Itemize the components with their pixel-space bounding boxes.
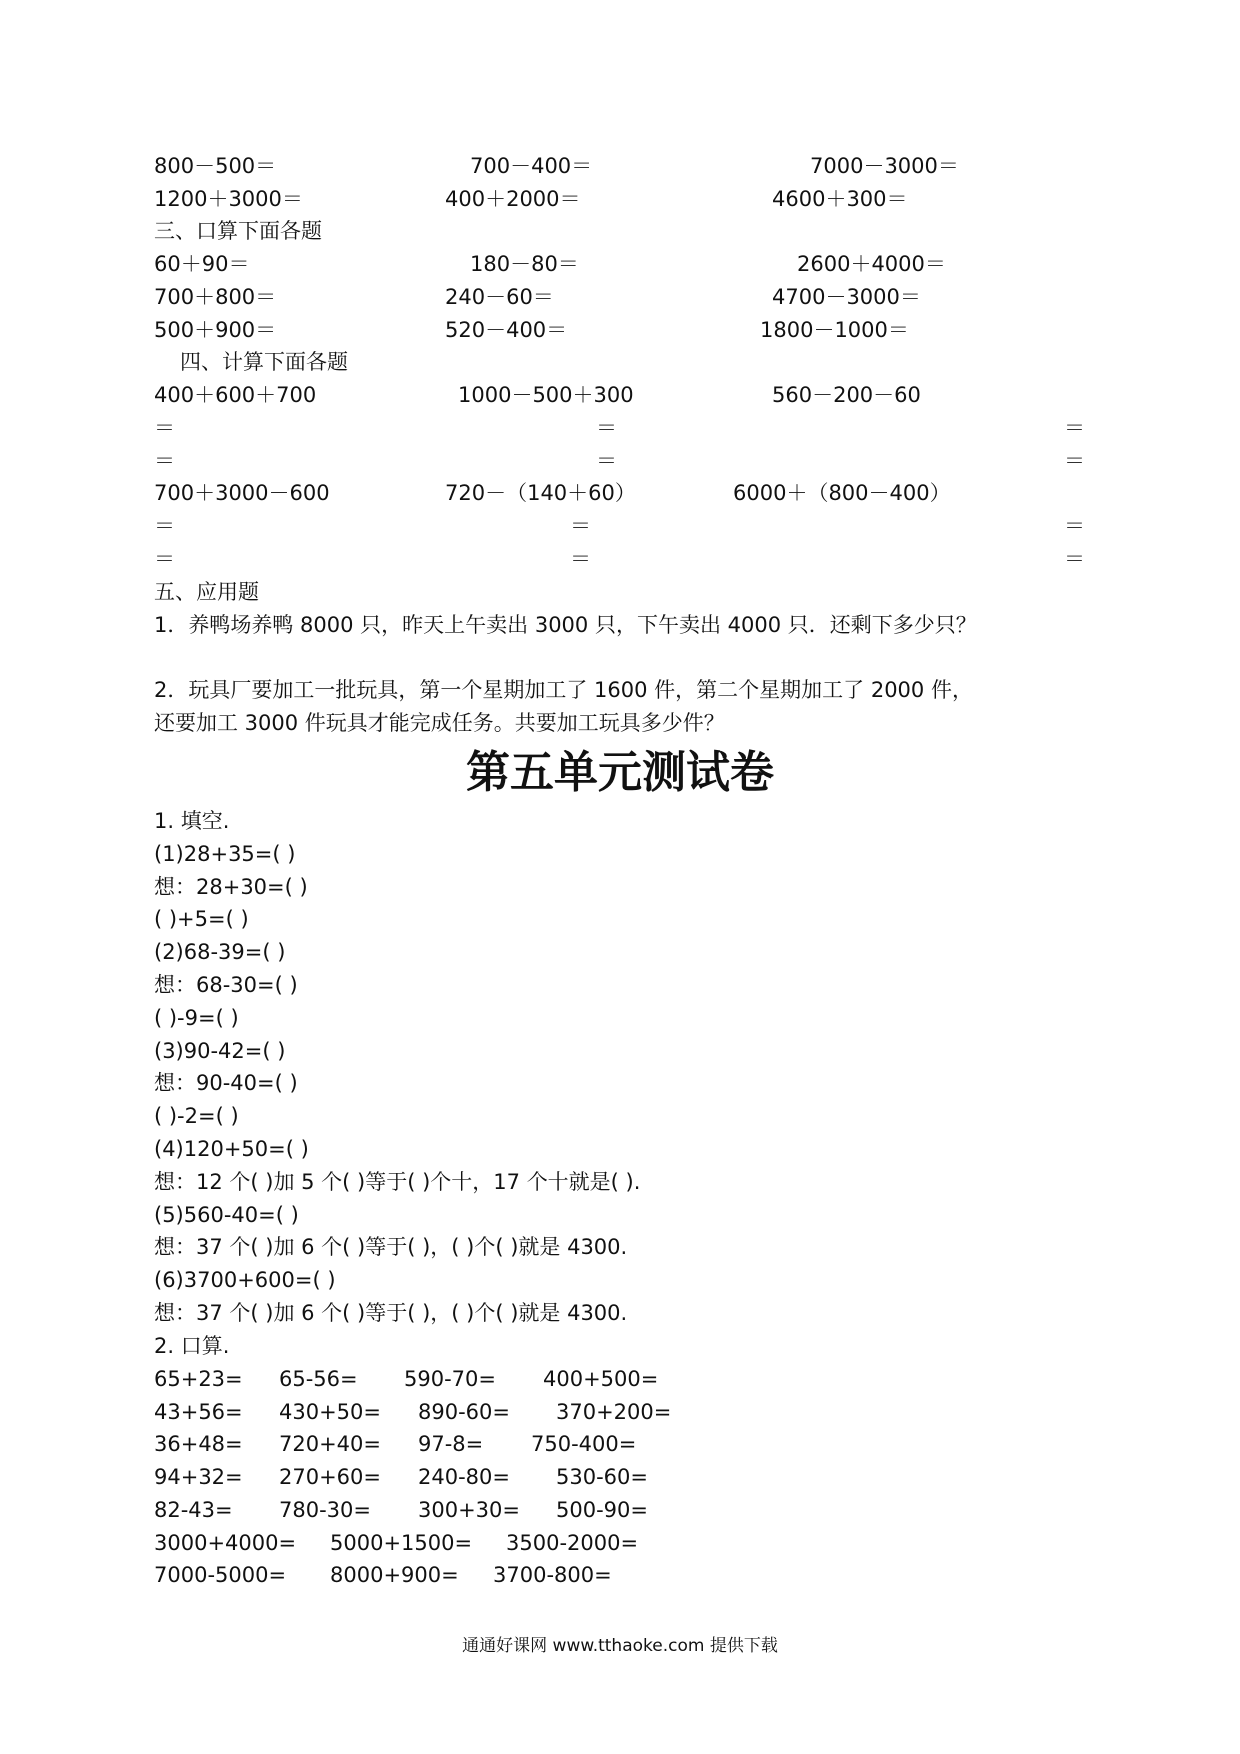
expression: 500＋900＝ <box>154 318 277 342</box>
fill-item: (2)68-39=( ) <box>154 940 286 964</box>
footer-credit: 通通好课网 www.tthaoke.com 提供下载 <box>462 1636 778 1656</box>
expression: 590-70= <box>404 1367 496 1391</box>
fill-item: (1)28+35=( ) <box>154 842 296 866</box>
expression: 1000－500＋300 <box>458 383 634 407</box>
word-problem: 1．养鸭场养鸭 8000 只，昨天上午卖出 3000 只，下午卖出 4000 只．还剩下多少只？ <box>154 613 977 637</box>
equals-sign: ＝ <box>1064 547 1085 571</box>
expression: 720+40= <box>279 1432 381 1456</box>
expression: 7000-5000= <box>154 1563 287 1587</box>
calc-row <box>0 379 1240 411</box>
equals-sign: ＝ <box>1064 416 1085 440</box>
expression: 560－200－60 <box>772 383 921 407</box>
expression: 300+30= <box>418 1498 520 1522</box>
oral-row <box>0 1396 1240 1428</box>
fill-item: (5)560-40=( ) <box>154 1203 299 1227</box>
expression: 700＋3000－600 <box>154 481 330 505</box>
expression: 7000－3000＝ <box>810 154 959 178</box>
expression: 720－（140＋60） <box>445 481 636 505</box>
expression: 520－400＝ <box>445 318 568 342</box>
equals-sign: ＝ <box>596 449 617 473</box>
expression: 530-60= <box>556 1465 648 1489</box>
expression: 400＋2000＝ <box>445 187 581 211</box>
expression: 3700-800= <box>493 1563 612 1587</box>
expression: 1200＋3000＝ <box>154 187 303 211</box>
fill-item: 想：12 个( )加 5 个( )等于( )个十，17 个十就是( ). <box>154 1170 641 1194</box>
expression: 3000+4000= <box>154 1531 297 1555</box>
expression: 36+48= <box>154 1432 243 1456</box>
equals-sign: ＝ <box>154 547 175 571</box>
fill-item: 想：28+30=( ) <box>154 875 308 899</box>
calc-row <box>0 183 1240 215</box>
calc-row <box>0 477 1240 509</box>
fill-item: (3)90-42=( ) <box>154 1039 286 1063</box>
oral-row <box>0 1461 1240 1493</box>
expression: 430+50= <box>279 1400 381 1424</box>
expression: 240－60＝ <box>445 285 554 309</box>
equals-sign: ＝ <box>154 416 175 440</box>
section-heading: 三、口算下面各题 <box>154 219 322 243</box>
expression: 750-400= <box>531 1432 637 1456</box>
equals-sign: ＝ <box>1064 449 1085 473</box>
calc-row <box>0 150 1240 182</box>
equals-row <box>0 445 1240 477</box>
section-heading: 五、应用题 <box>154 580 259 604</box>
section-heading: 2. 口算. <box>154 1334 230 1358</box>
section-heading: 四、计算下面各题 <box>180 350 348 374</box>
oral-row <box>0 1527 1240 1559</box>
fill-item: 想：90-40=( ) <box>154 1071 298 1095</box>
fill-item: ( )-9=( ) <box>154 1006 239 1030</box>
expression: 43+56= <box>154 1400 243 1424</box>
expression: 82-43= <box>154 1498 233 1522</box>
calc-row <box>0 314 1240 346</box>
oral-row <box>0 1428 1240 1460</box>
equals-sign: ＝ <box>154 514 175 538</box>
expression: 270+60= <box>279 1465 381 1489</box>
equals-sign: ＝ <box>154 449 175 473</box>
fill-item: ( )+5=( ) <box>154 907 249 931</box>
expression: 500-90= <box>556 1498 648 1522</box>
word-problem-continued: 还要加工 3000 件玩具才能完成任务。共要加工玩具多少件？ <box>154 711 725 735</box>
expression: 65-56= <box>279 1367 358 1391</box>
expression: 94+32= <box>154 1465 243 1489</box>
fill-item: 想：37 个( )加 6 个( )等于( )，( )个( )就是 4300. <box>154 1235 628 1259</box>
expression: 4700－3000＝ <box>772 285 921 309</box>
expression: 400＋600＋700 <box>154 383 317 407</box>
expression: 3500-2000= <box>506 1531 639 1555</box>
expression: 60＋90＝ <box>154 252 250 276</box>
expression: 400+500= <box>543 1367 659 1391</box>
expression: 97-8= <box>418 1432 484 1456</box>
expression: 4600＋300＝ <box>772 187 908 211</box>
expression: 890-60= <box>418 1400 510 1424</box>
oral-row <box>0 1494 1240 1526</box>
expression: 8000+900= <box>330 1563 459 1587</box>
fill-item: (4)120+50=( ) <box>154 1137 309 1161</box>
oral-row <box>0 1363 1240 1395</box>
calc-row <box>0 248 1240 280</box>
unit-title: 第五单元测试卷 <box>466 747 774 798</box>
expression: 240-80= <box>418 1465 510 1489</box>
expression: 800－500＝ <box>154 154 277 178</box>
equals-row <box>0 510 1240 542</box>
fill-item: 想：68-30=( ) <box>154 973 298 997</box>
expression: 6000＋（800－400） <box>733 481 951 505</box>
expression: 780-30= <box>279 1498 371 1522</box>
expression: 2600＋4000＝ <box>797 252 946 276</box>
section-heading: 1. 填空. <box>154 809 230 833</box>
word-problem: 2．玩具厂要加工一批玩具，第一个星期加工了 1600 件，第二个星期加工了 2000 件， <box>154 678 973 702</box>
equals-sign: ＝ <box>570 547 591 571</box>
expression: 180－80＝ <box>470 252 579 276</box>
oral-row <box>0 1559 1240 1591</box>
fill-item: 想：37 个( )加 6 个( )等于( )，( )个( )就是 4300. <box>154 1301 628 1325</box>
equals-sign: ＝ <box>570 514 591 538</box>
expression: 700＋800＝ <box>154 285 277 309</box>
fill-item: ( )-2=( ) <box>154 1104 239 1128</box>
expression: 1800－1000＝ <box>760 318 909 342</box>
expression: 370+200= <box>556 1400 672 1424</box>
expression: 5000+1500= <box>330 1531 473 1555</box>
equals-row <box>0 412 1240 444</box>
calc-row <box>0 281 1240 313</box>
fill-item: (6)3700+600=( ) <box>154 1268 336 1292</box>
equals-sign: ＝ <box>596 416 617 440</box>
equals-sign: ＝ <box>1064 514 1085 538</box>
equals-row <box>0 543 1240 575</box>
expression: 700－400＝ <box>470 154 593 178</box>
expression: 65+23= <box>154 1367 243 1391</box>
